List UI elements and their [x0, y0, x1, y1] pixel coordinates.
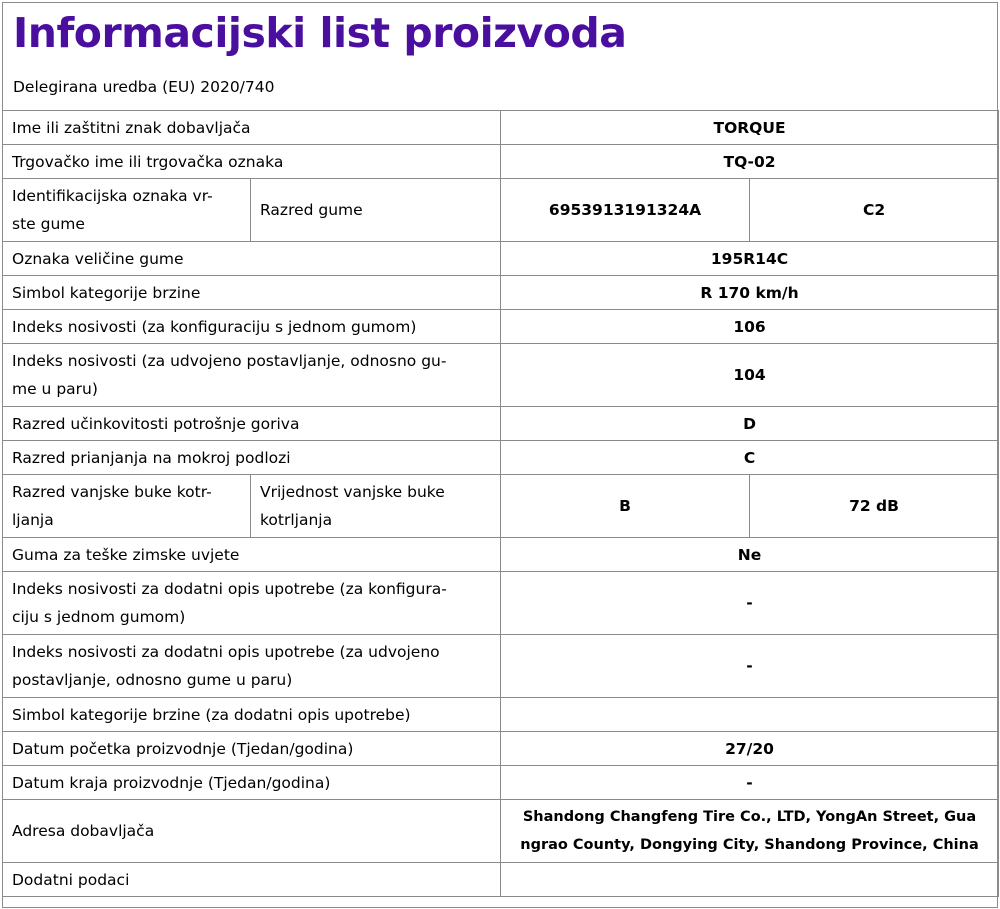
row-supplier-name: [3, 111, 999, 145]
row-wet-grip: [3, 441, 999, 475]
page-title: Informacijski list proizvoda: [13, 9, 627, 57]
production-end-value: -: [501, 766, 999, 800]
supplier-address-value: Shandong Changfeng Tire Co., LTD, YongAn Street, Gua ngrao County, Dongying City, Shandong Province, China: [501, 800, 999, 863]
row-trade-name: [3, 145, 999, 179]
additional-load-single-value: -: [501, 572, 999, 635]
additional-info-value: [501, 863, 999, 897]
row-snow: [3, 538, 999, 572]
trade-name-label: Trgovačko ime ili trgovačka oznaka: [3, 145, 501, 179]
additional-load-dual-label: Indeks nosivosti za dodatni opis upotrebe (za udvojeno postavljanje, odnosno gume u paru): [3, 635, 501, 698]
load-single-label: Indeks nosivosti (za konfiguraciju s jednom gumom): [3, 310, 501, 344]
row-load-dual: [3, 344, 999, 407]
row-production-start: [3, 732, 999, 766]
speed-symbol-value: R 170 km/h: [501, 276, 999, 310]
supplier-address-label: Adresa dobavljača: [3, 800, 501, 863]
size-value: 195R14C: [501, 242, 999, 276]
size-label: Oznaka veličine gume: [3, 242, 501, 276]
snow-label: Guma za teške zimske uvjete: [3, 538, 501, 572]
additional-info-label: Dodatni podaci: [3, 863, 501, 897]
row-noise: [3, 475, 999, 538]
production-start-label: Datum početka proizvodnje (Tjedan/godina): [3, 732, 501, 766]
additional-speed-label: Simbol kategorije brzine (za dodatni opis upotrebe): [3, 698, 501, 732]
row-additional-info: [3, 863, 999, 897]
load-single-value: 106: [501, 310, 999, 344]
row-supplier-address: [3, 800, 999, 863]
noise-class-value: B: [501, 475, 750, 538]
fuel-efficiency-label: Razred učinkovitosti potrošnje goriva: [3, 407, 501, 441]
load-dual-label: Indeks nosivosti (za udvojeno postavljanje, odnosno gu- me u paru): [3, 344, 501, 407]
row-tyre-type: [3, 179, 999, 242]
tyre-class-label: Razred gume: [251, 179, 501, 242]
row-additional-speed: [3, 698, 999, 732]
noise-value-label: Vrijednost vanjske buke kotrljanja: [251, 475, 501, 538]
row-speed-symbol: [3, 276, 999, 310]
load-dual-value: 104: [501, 344, 999, 407]
supplier-name-label: Ime ili zaštitni znak dobavljača: [3, 111, 501, 145]
additional-load-dual-value: -: [501, 635, 999, 698]
regulation-reference: Delegirana uredba (EU) 2020/740: [13, 78, 275, 96]
noise-db-value: 72 dB: [750, 475, 999, 538]
snow-value: Ne: [501, 538, 999, 572]
additional-load-single-label: Indeks nosivosti za dodatni opis upotrebe (za konfigura- ciju s jednom gumom): [3, 572, 501, 635]
supplier-name-value: TORQUE: [501, 111, 999, 145]
row-size: [3, 242, 999, 276]
row-additional-load-dual: [3, 635, 999, 698]
trade-name-value: TQ-02: [501, 145, 999, 179]
wet-grip-label: Razred prianjanja na mokroj podlozi: [3, 441, 501, 475]
fuel-efficiency-value: D: [501, 407, 999, 441]
row-additional-load-single: [3, 572, 999, 635]
tyre-class-value: C2: [750, 179, 999, 242]
speed-symbol-label: Simbol kategorije brzine: [3, 276, 501, 310]
tyre-type-label: Identifikacijska oznaka vr- ste gume: [3, 179, 251, 242]
row-load-single: [3, 310, 999, 344]
tyre-spec-table: [2, 110, 999, 897]
row-production-end: [3, 766, 999, 800]
additional-speed-value: [501, 698, 999, 732]
production-start-value: 27/20: [501, 732, 999, 766]
noise-class-label: Razred vanjske buke kotr- ljanja: [3, 475, 251, 538]
row-fuel-efficiency: [3, 407, 999, 441]
wet-grip-value: C: [501, 441, 999, 475]
tyre-type-identifier: 6953913191324A: [501, 179, 750, 242]
production-end-label: Datum kraja proizvodnje (Tjedan/godina): [3, 766, 501, 800]
